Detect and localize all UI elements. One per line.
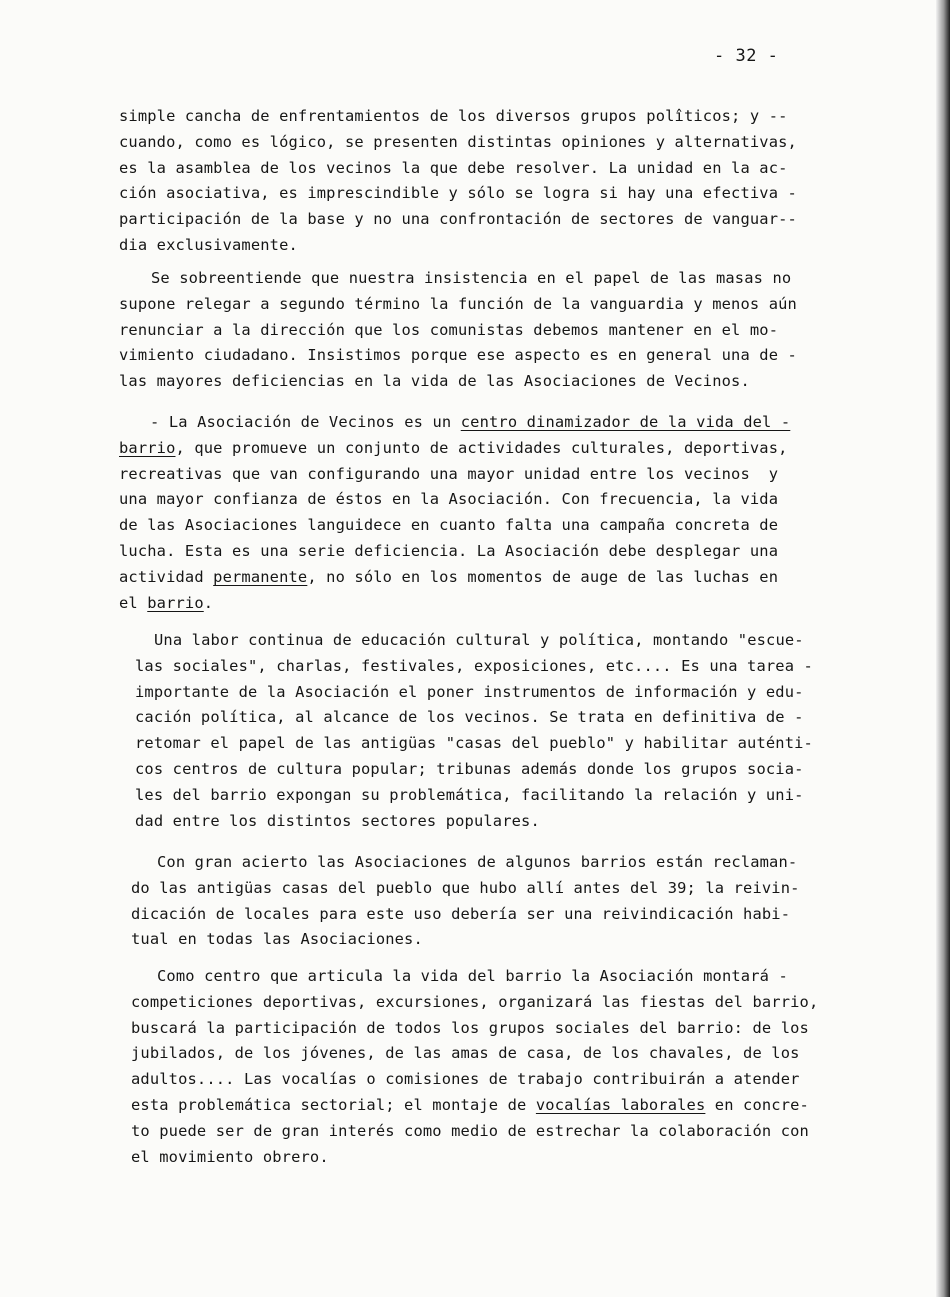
text-line: retomar el papel de las antigüas "casas del pueblo" y habilitar auténti- bbox=[135, 734, 813, 753]
text-line: importante de la Asociación el poner instrumentos de información y edu- bbox=[135, 682, 804, 701]
text-line: dad entre los distintos sectores populares. bbox=[135, 811, 540, 830]
text-line: actividad permanente, no sólo en los momentos de auge de las luchas en bbox=[119, 567, 779, 586]
text-line: cos centros de cultura popular; tribunas además donde los grupos socia- bbox=[135, 760, 804, 778]
underlined-text: centro dinamizador de la vida del - bbox=[460, 413, 791, 431]
text-line: dicación de locales para este uso debería ser una reivindicación habi- bbox=[131, 904, 791, 923]
text-line: adultos.... Las vocalías o comisiones de trabajo contribuirán a atender bbox=[131, 1070, 800, 1089]
text-line: buscará la participación de todos los grupos sociales del barrio: de los bbox=[131, 1018, 809, 1037]
page-number: - 32 - bbox=[714, 46, 779, 66]
text-line: jubilados, de los jóvenes, de las amas de casa, de los chavales, de los bbox=[131, 1044, 800, 1063]
text-line: Se sobreentiende que nuestra insistencia en el papel de las masas no bbox=[151, 269, 792, 287]
text-line: una mayor confianza de éstos en la Asociación. Con frecuencia, la vida bbox=[119, 490, 779, 509]
text-line: - La Asociación de Vecinos es un centro dinamizador de la vida del - bbox=[150, 413, 791, 431]
text-line: participación de la base y no una confrontación de sectores de vanguar-- bbox=[119, 210, 797, 229]
underlined-text: barrio bbox=[119, 438, 176, 457]
underlined-text: vocalías laborales bbox=[535, 1096, 706, 1114]
text-line: recreativas que van configurando una mayor unidad entre los vecinos y bbox=[119, 464, 779, 483]
text-line: supone relegar a segundo término la función de la vanguardia y menos aún bbox=[119, 294, 797, 313]
text-line: cación política, al alcance de los vecinos. Se trata en definitiva de - bbox=[135, 708, 804, 727]
text-line: el barrio. bbox=[119, 593, 214, 612]
text-line: de las Asociaciones languidece en cuanto falta una campaña concreta de bbox=[119, 516, 779, 535]
text-line: do las antigüas casas del pueblo que hubo allí antes del 39; la reivin- bbox=[131, 878, 800, 897]
text-line: es la asamblea de los vecinos la que debe resolver. La unidad en la ac- bbox=[119, 158, 788, 177]
text-line: to puede ser de gran interés como medio de estrechar la colaboración con bbox=[131, 1121, 809, 1140]
text-line: ción asociativa, es imprescindible y sólo se logra si hay una efectiva - bbox=[119, 184, 797, 203]
underlined-text: permanente bbox=[213, 567, 308, 586]
text-line: las sociales", charlas, festivales, exposiciones, etc.... Es una tarea - bbox=[135, 656, 813, 675]
text-line: les del barrio expongan su problemática, facilitando la relación y uni- bbox=[135, 785, 804, 804]
underlined-text: barrio bbox=[147, 593, 204, 612]
text-line: renunciar a la dirección que los comunistas debemos mantener en el mo- bbox=[119, 320, 779, 339]
text-line: las mayores deficiencias en la vida de las Asociaciones de Vecinos. bbox=[119, 372, 750, 391]
text-line: barrio, que promueve un conjunto de actividades culturales, deportivas, bbox=[119, 438, 788, 457]
text-line: Como centro que articula la vida del barrio la Asociación montará - bbox=[157, 967, 788, 985]
text-line: tual en todas las Asociaciones. bbox=[131, 930, 423, 949]
text-line: Una labor continua de educación cultural y política, montando "escue- bbox=[154, 631, 804, 649]
text-line: Con gran acierto las Asociaciones de algunos barrios están reclaman- bbox=[157, 853, 798, 871]
text-line: dia exclusivamente. bbox=[119, 236, 298, 254]
text-line: esta problemática sectorial; el montaje de vocalías laborales en concre- bbox=[131, 1096, 809, 1114]
page-edge-shadow bbox=[936, 0, 950, 1297]
text-line: vimiento ciudadano. Insistimos porque ese aspecto es en general una de - bbox=[119, 346, 797, 365]
text-line: simple cancha de enfrentamientos de los diversos grupos polîticos; y -- bbox=[119, 107, 788, 125]
text-line: competiciones deportivas, excursiones, organizará las fiestas del barrio, bbox=[131, 992, 819, 1011]
text-line: lucha. Esta es una serie deficiencia. La Asociación debe desplegar una bbox=[119, 542, 779, 560]
text-line: el movimiento obrero. bbox=[131, 1147, 329, 1166]
text-line: cuando, como es lógico, se presenten distintas opiniones y alternativas, bbox=[119, 132, 797, 151]
